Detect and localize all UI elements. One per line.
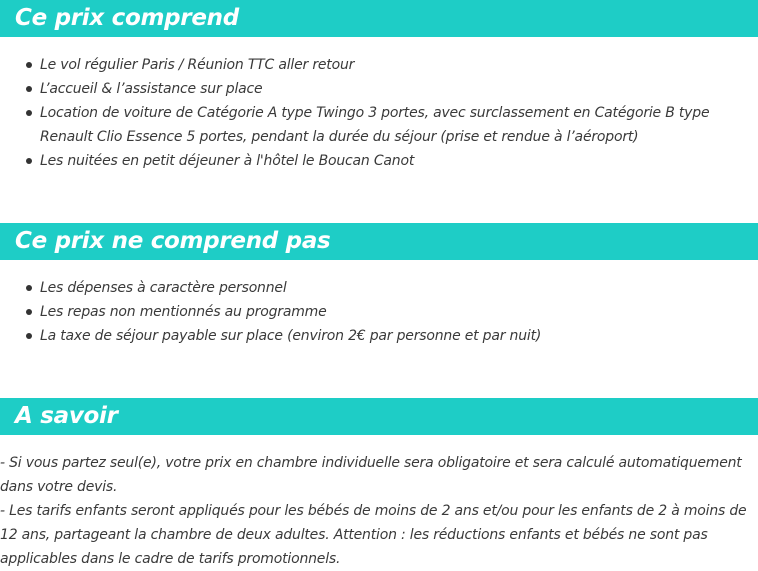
section-header-excludes: Ce prix ne comprend pas [0,223,758,260]
list-item: L’accueil & l’assistance sur place [0,77,758,101]
section-header-info: A savoir [0,398,758,435]
list-item: Les repas non mentionnés au programme [0,300,758,324]
list-item: La taxe de séjour payable sur place (environ 2€ par personne et par nuit) [0,324,758,348]
list-item: Le vol régulier Paris / Réunion TTC aller retour [0,53,758,77]
section-header-includes: Ce prix comprend [0,0,758,37]
info-text [0,451,750,571]
list-item: Les nuitées en petit déjeuner à l'hôtel le Boucan Canot [0,149,758,173]
includes-list [0,53,758,173]
excludes-list [0,276,758,348]
list-item: Location de voiture de Catégorie A type Twingo 3 portes, avec surclassement en Catégorie B type Renault Clio Essence 5 portes, pendant la durée du séjour (prise et rendue à l’aéroport) [0,101,758,149]
list-item: Les dépenses à caractère personnel [0,276,758,300]
info-paragraph: - Si vous partez seul(e), votre prix en chambre individuelle sera obligatoire et sera calculé automatiquement dans votre devis. [0,455,742,495]
info-paragraph: - Les tarifs enfants seront appliqués pour les bébés de moins de 2 ans et/ou pour les enfants de 2 à moins de 12 ans, partageant la chambre de deux adultes. Attention : les réductions enfants et bébés ne sont pas applicables dans le cadre de tarifs promotionnels. [0,503,747,567]
